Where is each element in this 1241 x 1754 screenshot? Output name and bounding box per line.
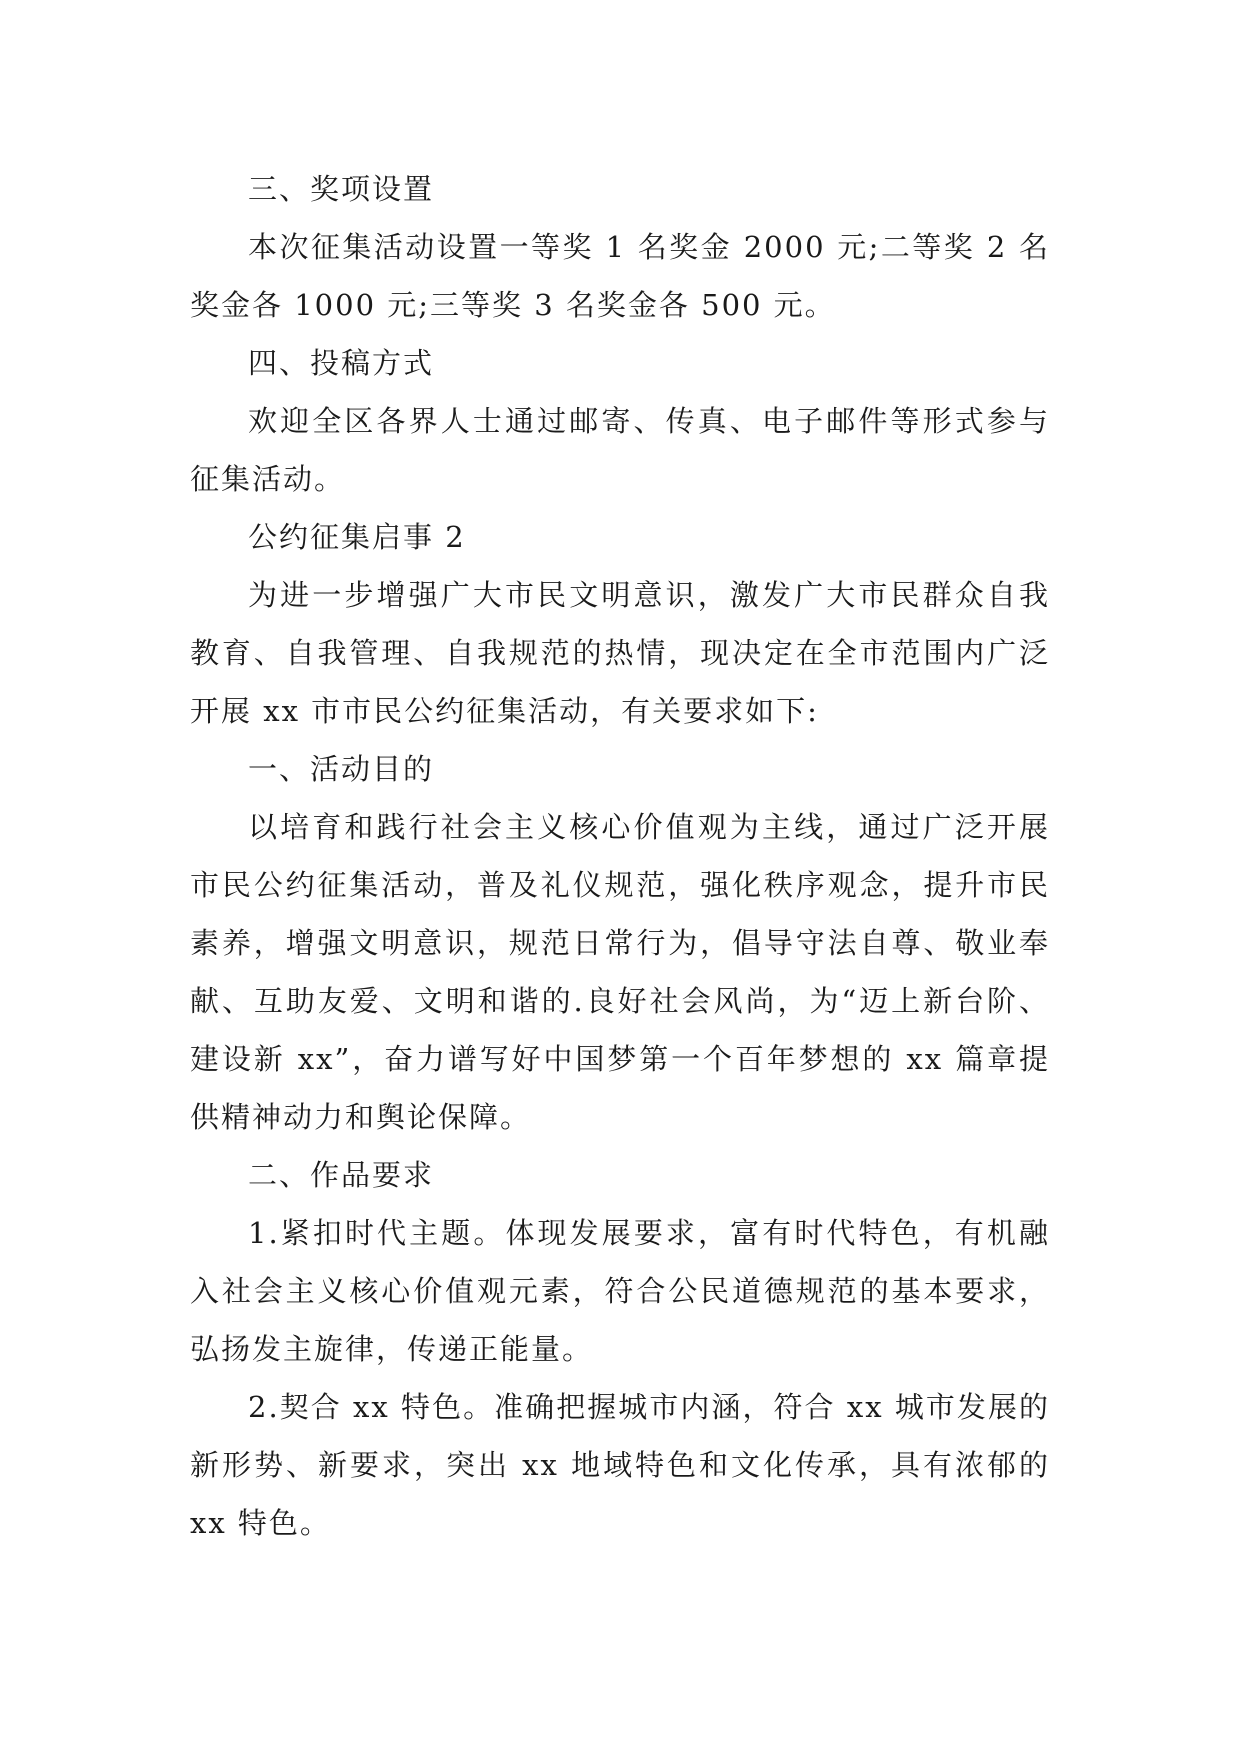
paragraph-requirement-2: 2.契合 xx 特色。准确把握城市内涵，符合 xx 城市发展的新形势、新要求，突出 xx 地域特色和文化传承，具有浓郁的 xx 特色。 — [190, 1390, 1050, 1540]
document-body — [190, 160, 1050, 1552]
paragraph-intro: 为进一步增强广大市民文明意识，激发广大市民群众自我教育、自我管理、自我规范的热情，现决定在全市范围内广泛开展 xx 市市民公约征集活动，有关要求如下: — [190, 578, 1050, 728]
paragraph-submission: 欢迎全区各界人士通过邮寄、传真、电子邮件等形式参与征集活动。 — [190, 404, 1050, 496]
paragraph-requirement-1: 1.紧扣时代主题。体现发展要求，富有时代特色，有机融入社会主义核心价值观元素，符合公民道德规范的基本要求，弘扬发主旋律，传递正能量。 — [190, 1216, 1050, 1366]
paragraph-purpose: 以培育和践行社会主义核心价值观为主线，通过广泛开展市民公约征集活动，普及礼仪规范，强化秩序观念，提升市民素养，增强文明意识，规范日常行为，倡导守法自尊、敬业奉献、互助友爱、文明和谐的.良好社会风尚，为“迈上新台阶、建设新 xx”，奋力谱写好中国梦第一个百年梦想的 xx 篇章提供精神动力和舆论保障。 — [190, 810, 1050, 1134]
paragraph-awards: 本次征集活动设置一等奖 1 名奖金 2000 元;二等奖 2 名奖金各 1000 元;三等奖 3 名奖金各 500 元。 — [190, 230, 1050, 322]
section-heading-submission: 四、投稿方式 — [248, 346, 435, 380]
notice-title-2: 公约征集启事 2 — [248, 520, 466, 554]
section-heading-purpose: 一、活动目的 — [248, 752, 435, 786]
section-heading-requirements: 二、作品要求 — [248, 1158, 435, 1192]
section-heading-awards: 三、奖项设置 — [248, 172, 435, 206]
